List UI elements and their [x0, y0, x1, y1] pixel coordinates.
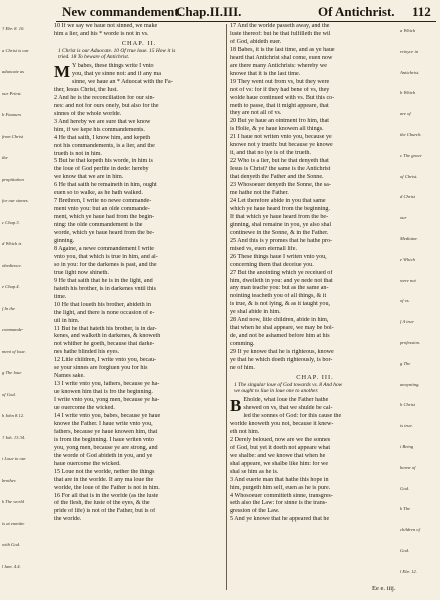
margin-note: k The [400, 506, 411, 512]
margin-note: g The [400, 360, 411, 366]
header-left-title: New commandement. [62, 4, 182, 19]
text-line: 23 Whosoeuer denyeth the Sonne, the sa- [230, 182, 331, 189]
margin-note: are of [400, 111, 411, 117]
margin-note: for our sinnes. [2, 198, 29, 203]
text-line: seth also the Law: for sinne is the trans- [230, 500, 328, 507]
margin-note: h Christ [400, 402, 415, 408]
text-line: ment vnto you: but an olde commande- [54, 206, 150, 213]
text-line: de, and not be ashamed before him at his [230, 333, 330, 340]
text-line: pride of life) is not of the Father, but is of [54, 508, 156, 515]
text-line: concerning them that deceiue you. [230, 261, 314, 268]
left-column [54, 23, 224, 593]
margin-note: commande- [2, 327, 24, 332]
margin-note: d Christ [400, 194, 415, 200]
text-line: true light now shineth. [54, 269, 109, 276]
margin-note: borne of [400, 464, 416, 470]
margin-note: i Being [400, 444, 414, 449]
text-line: not his commandements, is a lier, and the [54, 142, 155, 149]
margin-note: f In the [2, 305, 16, 311]
text-line: that are in the worlde. If any ma loue the [54, 476, 154, 483]
text-line: wolde haue continued with vs. But this co- [230, 94, 335, 101]
margin-note: our [400, 215, 407, 221]
text-line: nointing teacheth you of all things, & it [230, 293, 327, 300]
text-line: continewe in the Sonne, & in the Father. [230, 229, 329, 236]
right-column-verses [230, 23, 400, 373]
text-line: ue knowen him that is fro the beginning. [54, 389, 153, 396]
text-line: 5 And ye knowe that he appeared that he [230, 516, 330, 523]
text-line: we shalbe: and we knowe that when he [230, 452, 326, 459]
text-line: 14 I write vnto you, babes, because ye haue [54, 412, 161, 419]
text-line: him, dwelleth in you: and ye nede not that [230, 277, 333, 284]
margin-note: a Which [400, 28, 416, 33]
text-line: shal se him as he is. [230, 468, 279, 475]
margin-note: reioyce in [400, 48, 419, 54]
text-line: 28 And now, litle children, abide in him, [230, 317, 329, 324]
text-line: eth not him. [230, 428, 260, 435]
text-line: vnto you, that which is true in him, and al- [54, 253, 158, 260]
margin-note: the Church. [400, 132, 422, 137]
text-line: it, and that no lye is of the trueth. [230, 150, 311, 157]
page-number: 112 [412, 4, 431, 19]
text-line: ginning. [54, 238, 75, 245]
text-line: of the flesh, the luste of the eyes, & the [54, 500, 150, 507]
margin-note: c Chap.3. [2, 219, 20, 225]
text-line: kenes, and walketh in darkenes, & knoweth [54, 333, 161, 340]
margin-note: † Ebr. 8. 10. [2, 26, 25, 31]
margin-note: propitiation [2, 176, 24, 182]
margin-note: Mediator. [400, 236, 418, 241]
text-line: 3 And euerie man that hathe this hope in [230, 476, 329, 483]
text-line: which ye haue heard from the beginning. [230, 205, 331, 212]
text-line: that denyeth the Father and the Sonne. [230, 174, 324, 181]
margin-note: h Iohn 8.12. [2, 413, 25, 418]
text-line: Eholde, what loue the Father hathe [243, 397, 329, 404]
margin-note: children of [400, 527, 420, 533]
margin-note: c The grace [400, 152, 422, 158]
text-line: 25 And this is y promes that he hathe pro- [230, 237, 333, 244]
text-line: 1 Christ is our Aduocate. 10 Of true loue. 15 How it is [58, 47, 176, 54]
text-line: 26 These things haue I writen vnto you, [230, 253, 327, 260]
text-line: fathers, because ye haue knowen him, that [54, 428, 158, 435]
text-line: 5 But he that kepeth his worde, in him is [54, 158, 153, 165]
text-line: nes hathe blinded his eyes. [54, 349, 120, 356]
text-line: him a lier, and his * worde is not in vs. [54, 30, 149, 37]
text-line: heard that Antichrist shal come, euen now [230, 54, 333, 61]
text-line: ginning, shal remaine in you, ye also shal [230, 221, 332, 228]
text-line: 1 The singular loue of God towards vs. 8 And how [234, 381, 343, 388]
text-line: 2 Derely beloued, now are we the sonnes [230, 436, 331, 443]
text-line: euen so to walke, as he hath walked. [54, 190, 143, 197]
text-line: 29 If ye knowe that he is righteous, knowe [230, 349, 334, 356]
text-line: I write vnto you, yong men, because ye ha- [54, 397, 160, 404]
margin-note: God. [400, 485, 410, 491]
drop-cap-b: B [230, 396, 242, 416]
margin-note: ment of loue. [2, 348, 26, 354]
margin-note: b Which [400, 90, 416, 96]
text-line: ne of him. [230, 364, 255, 371]
margin-note: Antichrist. [400, 69, 420, 75]
margin-note: is true. [400, 423, 413, 429]
catchword: Ee e. iiij. [372, 585, 396, 592]
text-line: mised vs, euen eternall life. [230, 245, 298, 252]
margin-note: God. [400, 548, 410, 553]
text-line: meth to passe, that it might appeare, that [230, 102, 329, 109]
text-line: ue ouercome the wicked. [54, 405, 115, 412]
text-line: worde, which ye haue heard from the be- [54, 230, 155, 237]
text-line: we know that we are in him. [54, 174, 124, 181]
margin-note: our Priest. [2, 90, 22, 96]
margin-note: e Which [400, 256, 415, 262]
margin-note: of God. [2, 391, 16, 397]
chapter-3-summary [230, 382, 400, 397]
chapter-2-body [54, 63, 224, 524]
text-line: 22 Who is a lier, but he that denyeth that [230, 158, 329, 165]
text-line: is true, & is not lying, & as it taught you, [230, 301, 331, 308]
text-line: me hathe not the Father. [230, 190, 289, 197]
text-line: haue ouercome the wicked. [54, 460, 121, 467]
text-line: 9 He that saith that he is in the light, and [54, 277, 153, 284]
text-line: 20 But ye haue an ointment fro him, that [230, 118, 330, 125]
text-line: luste thereof: but he that fulfilleth the wil [230, 30, 331, 37]
text-line: is from the beginning. I haue writen vnto [54, 436, 154, 443]
chapter-heading-2: CHAP. II. [121, 39, 157, 47]
text-line: ye that he which doeth righteously, is bor- [230, 357, 333, 364]
text-line: 4 He that saith, I know him, and kepeth [54, 134, 151, 141]
text-line: 19 They went out from vs, but they were [230, 78, 330, 85]
margin-note: the [2, 155, 8, 160]
text-line: se your sinnes are forgiuen you for his [54, 365, 148, 372]
margin-note: l Ebr. 12. [400, 568, 417, 574]
right-column [230, 23, 400, 593]
text-line: the worlde. [54, 516, 82, 523]
text-line: not whither he goeth, because that darke- [54, 341, 155, 348]
running-header [0, 0, 440, 22]
text-line: 4 Whosoeuer committeth sinne, transgres- [230, 492, 333, 499]
text-line: led the sonnes of God: for this cause the [243, 412, 342, 419]
margin-note: with God. [2, 542, 21, 547]
text-line: any man teache you: but as the same an- [230, 285, 329, 292]
text-line: comming. [230, 341, 255, 348]
text-line: the worde of God abideth in you, and ye [54, 452, 153, 459]
margin-note: l Iam. 4.4. [2, 563, 21, 569]
text-line: the loue of God perfite in dede: hereby [54, 166, 149, 173]
text-line: If that which ye haue heard from the be- [230, 213, 329, 220]
margin-note: anoynting. [400, 381, 420, 387]
drop-cap-m: M [54, 62, 71, 82]
text-line: ye shal abide in him. [230, 309, 281, 316]
column-divider [226, 24, 227, 590]
header-right-title: Of Antichrist. [318, 4, 395, 19]
text-line: ther, Iesus Christ, the Iust. [54, 86, 118, 93]
left-margin-notes [2, 24, 52, 596]
margin-note: were not [400, 277, 416, 283]
margin-note: b Fauours [2, 112, 22, 117]
margin-note: from Christ [2, 133, 24, 139]
text-line: him, if we kepe his commandements. [54, 126, 145, 133]
text-line: you, yong men, because ye are strong, and [54, 444, 158, 451]
chapter-3-body [230, 397, 400, 524]
text-line: 11 But he that hateth his brother, is in dar- [54, 325, 157, 332]
margin-note: aduocate as [2, 69, 25, 74]
text-line: 12 Litle children, I write vnto you, becau- [54, 357, 157, 364]
text-line: 6 He that saith he remaineth in him, ought [54, 182, 157, 189]
text-line: ment, which ye haue had from the begin- [54, 214, 155, 221]
margin-note: brother. [2, 477, 17, 483]
text-line: not of vs: for if they had bene of vs, they [230, 86, 330, 93]
margin-note: k The world [2, 499, 24, 504]
margin-note: g The loue [2, 370, 22, 375]
margin-note: a Christ is our [2, 47, 29, 53]
text-line: 8 Againe, a newe commandement I write [54, 245, 155, 252]
margin-note: i Loue to our [2, 456, 26, 461]
text-line: 7 Brethren, I write no newe commande- [54, 198, 152, 205]
text-line: the light, and there is none occasion of e- [54, 309, 155, 316]
text-line: 16 For all that is in the worlde (as the luste [54, 492, 159, 499]
text-line: Y babes, these things write I vnto [72, 63, 154, 70]
margin-note: f A true [400, 319, 414, 325]
text-line: 27 But the anointing which ye receiued of [230, 269, 333, 276]
text-line: 17 And the worlde passeth away, and the [230, 23, 330, 29]
header-rule [56, 21, 436, 22]
margin-note: e Chap.4. [2, 284, 20, 289]
text-line: shal appeare, we shalbe like him: for we [230, 460, 329, 467]
margin-note: † Ioh. 13.34. [2, 434, 26, 440]
text-line: worlde, the loue of the Father is not in him. [54, 484, 160, 491]
text-line: of God, abideth euer. [230, 38, 282, 45]
text-line: are there many Antichrists: whereby we [230, 62, 327, 69]
text-line: 24 Let therefore abide in you that same [230, 197, 326, 204]
left-column-top-verses [54, 23, 224, 39]
text-line: sinnes of the whole worlde. [54, 110, 122, 117]
text-line: you, that ye sinne not: and if any ma [72, 71, 161, 77]
text-line: so in you: for the darkenes is past, and the [54, 261, 157, 268]
text-line: 18 Babes, it is the last time, and as ye haue [230, 46, 335, 53]
margin-note: is at enmitie [2, 520, 25, 526]
text-line: knowe that it is the last time. [230, 70, 301, 77]
chapter-heading-3: CHAP. III. [296, 373, 334, 381]
text-line: Names sake. [54, 373, 85, 380]
margin-note: of Christ. [400, 173, 418, 179]
margin-note: of vs. [400, 298, 410, 304]
margin-note: obedience. [2, 262, 22, 268]
text-line: 21 I haue not writen vnto you, because ye [230, 134, 332, 141]
text-line: him, purgeth him self, euen as he is pure. [230, 484, 331, 491]
text-line: shewed on vs, that we shulde be cal- [243, 405, 333, 412]
text-line: uil in him. [54, 317, 80, 324]
text-line: that when he shal appeare, we may be bol- [230, 325, 334, 332]
text-line: ning: the olde commandement is the [54, 222, 143, 229]
text-line: is Holie, & ye haue knowen all things. [230, 126, 324, 133]
text-line: nes: and not for ours onely, but also for the [54, 102, 159, 109]
text-line: 15 Loue not the worlde, nether the things [54, 468, 155, 475]
text-line: 13 I write vnto you, fathers, because ye ha- [54, 381, 160, 388]
text-line: knowe not y trueth: but because ye knowe [230, 142, 333, 149]
text-line: trueth is not in him. [54, 150, 102, 157]
text-line: we ought to liue in loue one to another. [234, 388, 319, 395]
right-margin-notes [400, 24, 438, 596]
text-line: gression of the Law. [230, 508, 280, 515]
text-line: 3 And hereby we are sure that we know [54, 118, 151, 125]
text-line: 2 And he is the reconciliation for our sin- [54, 94, 155, 101]
text-line: tried. 18 To beware of Antichrist. [58, 54, 130, 61]
text-line: hateth his brother, is in darkenes vntil this [54, 285, 156, 292]
header-chapter: Chap.II.III. [176, 4, 242, 19]
margin-note: profession. [400, 340, 421, 345]
text-line: 10 He that loueth his brother, abideth in [54, 301, 151, 308]
text-line: knowe the Father. I haue write vnto you, [54, 420, 153, 427]
text-line: of God, but yet it doeth not appeare what [230, 444, 331, 451]
text-line: sinne, we haue an * Aduocat with the Fa- [72, 78, 173, 85]
chapter-2-summary [54, 48, 224, 63]
text-line: 10 If we say we haue not sinned, we make [54, 23, 158, 29]
margin-note: d Which is [2, 241, 22, 246]
text-line: worlde knoweth you not, because it knew- [230, 420, 334, 427]
text-line: they are not all of vs. [230, 110, 282, 117]
text-line: Iesus is Christ? the same is the Antichrist [230, 166, 331, 173]
text-line: time. [54, 293, 67, 300]
